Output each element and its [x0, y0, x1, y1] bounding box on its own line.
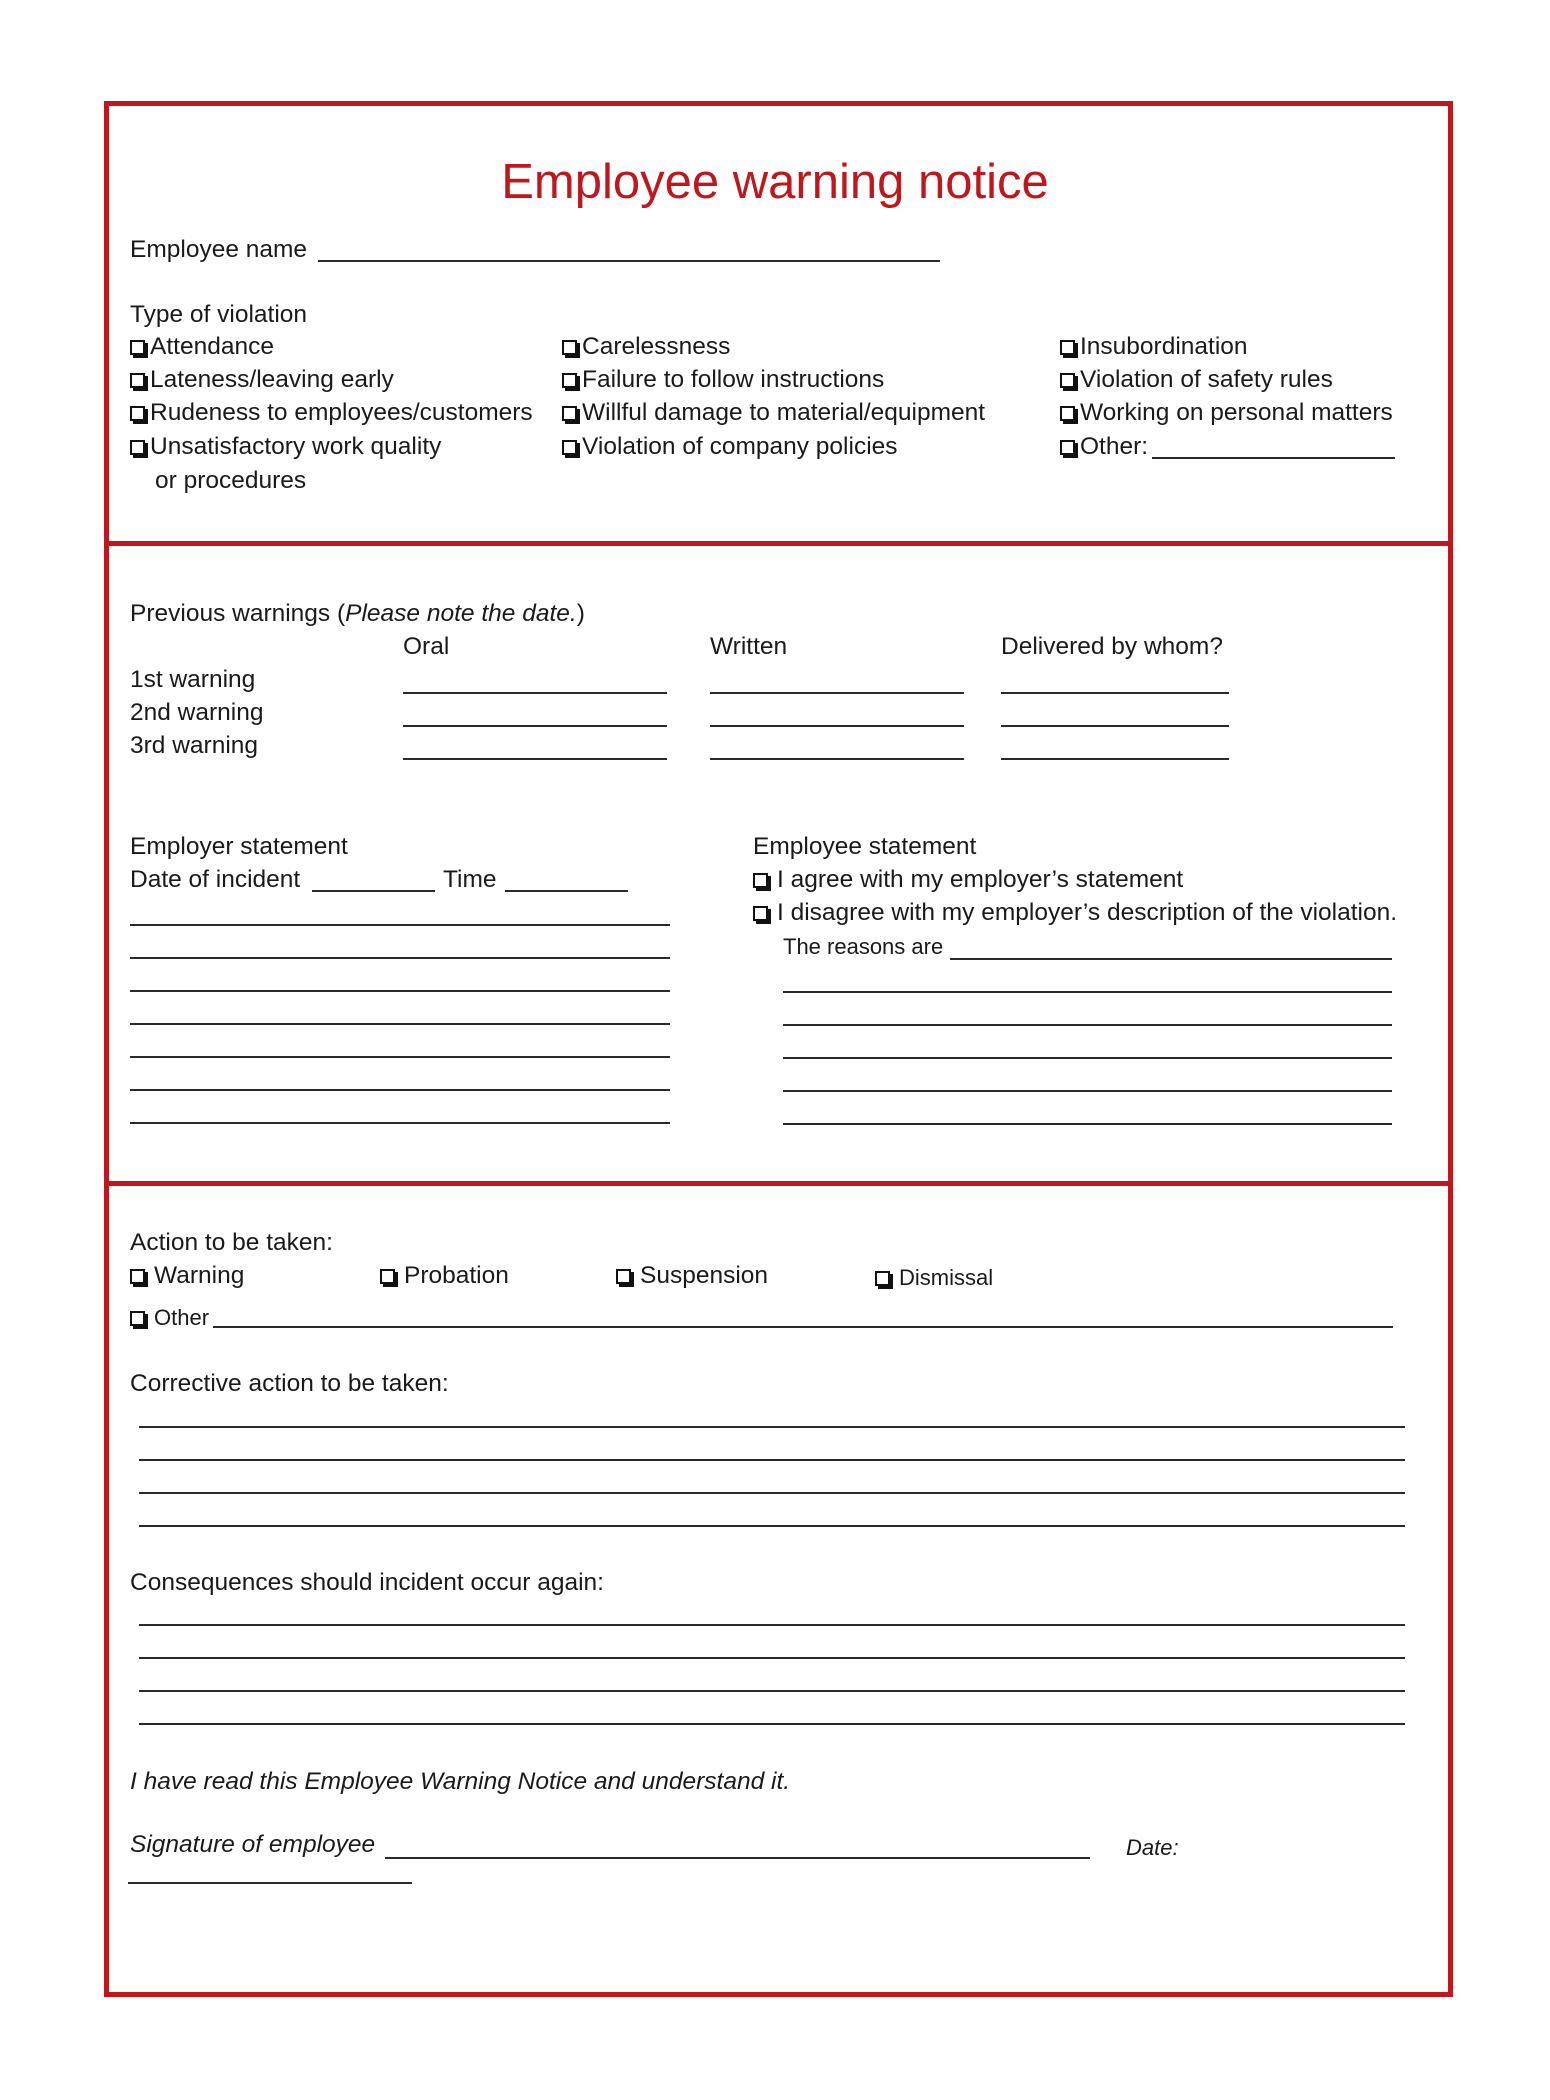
section-divider-1: [104, 541, 1453, 546]
signature-field[interactable]: [385, 1857, 1090, 1859]
date-of-incident-field[interactable]: [312, 890, 435, 892]
consequences-line[interactable]: [139, 1624, 1405, 1626]
checkbox-attendance[interactable]: Attendance: [130, 332, 274, 362]
page-title: Employee warning notice: [501, 155, 1049, 209]
date-of-incident-label: Date of incident: [130, 866, 301, 893]
checkbox-icon[interactable]: [753, 906, 768, 921]
date-label: Date:: [1126, 1835, 1179, 1860]
other-action-field[interactable]: [213, 1326, 1393, 1328]
employee-name-label: Employee name: [130, 236, 308, 263]
checkbox-icon[interactable]: [1060, 440, 1075, 455]
checkbox-failure-instructions[interactable]: Failure to follow instructions: [562, 365, 884, 395]
row-2nd-warning: 2nd warning: [130, 699, 264, 726]
checkbox-warning[interactable]: Warning: [130, 1261, 244, 1291]
employer-statement-heading: Employer statement: [130, 833, 348, 860]
previous-warnings-heading: Previous warnings (Please note the date.): [130, 600, 585, 627]
checkbox-icon[interactable]: [130, 406, 145, 421]
checkbox-probation[interactable]: Probation: [380, 1261, 509, 1291]
checkbox-icon[interactable]: [1060, 406, 1075, 421]
checkbox-agree[interactable]: I agree with my employer’s statement: [753, 865, 1183, 895]
checkbox-carelessness[interactable]: Carelessness: [562, 332, 730, 362]
corrective-action-line[interactable]: [139, 1459, 1405, 1461]
corrective-action-line[interactable]: [139, 1525, 1405, 1527]
oral-field-3[interactable]: [403, 758, 667, 760]
consequences-label: Consequences should incident occur again:: [130, 1569, 604, 1596]
checkbox-icon[interactable]: [562, 406, 577, 421]
reasons-line[interactable]: [783, 991, 1392, 993]
column-delivered-by: Delivered by whom?: [1001, 633, 1223, 660]
employee-statement-heading: Employee statement: [753, 833, 977, 860]
written-field-2[interactable]: [710, 725, 964, 727]
other-violation-field[interactable]: [1152, 457, 1395, 459]
checkbox-rudeness[interactable]: Rudeness to employees/customers: [130, 398, 533, 428]
employee-name-field[interactable]: [318, 260, 940, 262]
time-field[interactable]: [505, 890, 628, 892]
employer-statement-line[interactable]: [130, 990, 670, 992]
checkbox-icon[interactable]: [875, 1271, 890, 1286]
reasons-line[interactable]: [783, 1024, 1392, 1026]
time-label: Time: [443, 866, 497, 893]
checkbox-willful-damage[interactable]: Willful damage to material/equipment: [562, 398, 985, 428]
checkbox-suspension[interactable]: Suspension: [616, 1261, 768, 1291]
row-3rd-warning: 3rd warning: [130, 732, 259, 759]
action-heading: Action to be taken:: [130, 1229, 333, 1256]
column-oral: Oral: [403, 633, 450, 660]
consequences-line[interactable]: [139, 1723, 1405, 1725]
checkbox-icon[interactable]: [130, 440, 145, 455]
employer-statement-line[interactable]: [130, 1056, 670, 1058]
checkbox-safety-rules[interactable]: Violation of safety rules: [1060, 365, 1333, 395]
corrective-action-line[interactable]: [139, 1492, 1405, 1494]
checkbox-other-action[interactable]: Other: [130, 1303, 209, 1333]
employer-statement-line[interactable]: [130, 957, 670, 959]
checkbox-company-policies[interactable]: Violation of company policies: [562, 432, 898, 462]
section-divider-2: [104, 1181, 1453, 1186]
oral-field-1[interactable]: [403, 692, 667, 694]
checkbox-other-violation[interactable]: Other:: [1060, 432, 1148, 462]
violation-heading: Type of violation: [130, 301, 308, 328]
checkbox-icon[interactable]: [753, 873, 768, 888]
employer-statement-line[interactable]: [130, 1023, 670, 1025]
checkbox-work-quality[interactable]: Unsatisfactory work quality: [130, 432, 441, 462]
reasons-line[interactable]: [783, 1123, 1392, 1125]
checkbox-icon[interactable]: [380, 1269, 395, 1284]
employer-statement-line[interactable]: [130, 1122, 670, 1124]
reasons-line[interactable]: [783, 1090, 1392, 1092]
corrective-action-label: Corrective action to be taken:: [130, 1370, 449, 1397]
reasons-label: The reasons are: [783, 934, 944, 959]
checkbox-icon[interactable]: [616, 1269, 631, 1284]
checkbox-icon[interactable]: [1060, 373, 1075, 388]
checkbox-icon[interactable]: [130, 340, 145, 355]
signature-label: Signature of employee: [130, 1831, 376, 1858]
row-1st-warning: 1st warning: [130, 666, 256, 693]
written-field-3[interactable]: [710, 758, 964, 760]
checkbox-icon[interactable]: [562, 373, 577, 388]
date-field[interactable]: [128, 1882, 412, 1884]
checkbox-personal-matters[interactable]: Working on personal matters: [1060, 398, 1393, 428]
checkbox-insubordination[interactable]: Insubordination: [1060, 332, 1248, 362]
reasons-line[interactable]: [783, 1057, 1392, 1059]
consequences-line[interactable]: [139, 1690, 1405, 1692]
delivered-field-2[interactable]: [1001, 725, 1229, 727]
reasons-line[interactable]: [950, 958, 1392, 960]
checkbox-dismissal[interactable]: Dismissal: [875, 1263, 993, 1293]
column-written: Written: [710, 633, 788, 660]
corrective-action-line[interactable]: [139, 1426, 1405, 1428]
checkbox-lateness[interactable]: Lateness/leaving early: [130, 365, 394, 395]
checkbox-icon[interactable]: [562, 340, 577, 355]
work-quality-wrap: or procedures: [155, 467, 307, 494]
employer-statement-line[interactable]: [130, 1089, 670, 1091]
consequences-line[interactable]: [139, 1657, 1405, 1659]
delivered-field-1[interactable]: [1001, 692, 1229, 694]
acknowledgement-text: I have read this Employee Warning Notice and understand it.: [130, 1768, 791, 1795]
oral-field-2[interactable]: [403, 725, 667, 727]
delivered-field-3[interactable]: [1001, 758, 1229, 760]
checkbox-icon[interactable]: [562, 440, 577, 455]
written-field-1[interactable]: [710, 692, 964, 694]
employer-statement-line[interactable]: [130, 924, 670, 926]
checkbox-icon[interactable]: [1060, 340, 1075, 355]
checkbox-icon[interactable]: [130, 373, 145, 388]
checkbox-icon[interactable]: [130, 1311, 145, 1326]
checkbox-icon[interactable]: [130, 1269, 145, 1284]
checkbox-disagree[interactable]: I disagree with my employer’s description of the violation.: [753, 898, 1397, 928]
